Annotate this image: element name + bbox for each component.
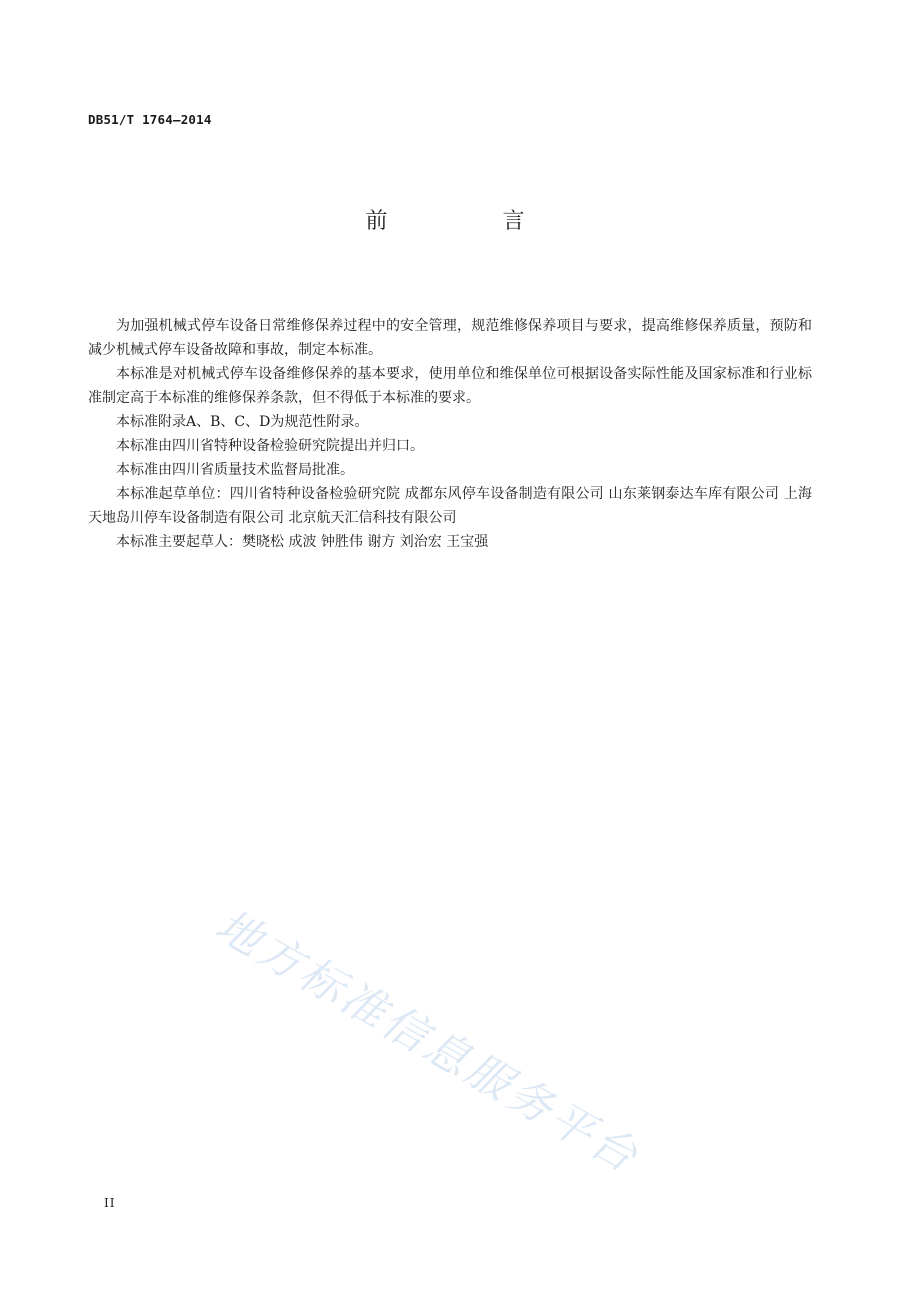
watermark: 地方标准信息服务平台 xyxy=(207,899,649,1184)
paragraph-scope: 本标准是对机械式停车设备维修保养的基本要求，使用单位和维保单位可根据设备实际性能及国家标准和行业标准制定高于本标准的维修保养条款，但不得低于本标准的要求。 xyxy=(88,366,812,406)
standard-code: DB51/T 1764—2014 xyxy=(88,112,212,127)
paragraph-approver: 本标准由四川省质量技术监督局批准。 xyxy=(116,462,354,478)
page-title: 前 言 xyxy=(365,209,579,234)
foreword-body xyxy=(88,314,812,554)
paragraph-appendix: 本标准附录A、B、C、D为规范性附录。 xyxy=(116,414,369,430)
paragraph-drafters: 本标准主要起草人：樊晓松 成波 钟胜伟 谢方 刘治宏 王宝强 xyxy=(116,534,489,550)
paragraph-drafting-units: 本标准起草单位：四川省特种设备检验研究院 成都东风停车设备制造有限公司 山东莱钢泰达车库有限公司 上海天地岛川停车设备制造有限公司 北京航天汇信科技有限公司 xyxy=(88,486,812,526)
page-number: II xyxy=(104,1196,116,1210)
paragraph-purpose: 为加强机械式停车设备日常维修保养过程中的安全管理，规范维修保养项目与要求，提高维修保养质量，预防和减少机械式停车设备故障和事故，制定本标准。 xyxy=(88,318,812,358)
paragraph-proposer: 本标准由四川省特种设备检验研究院提出并归口。 xyxy=(116,438,424,454)
